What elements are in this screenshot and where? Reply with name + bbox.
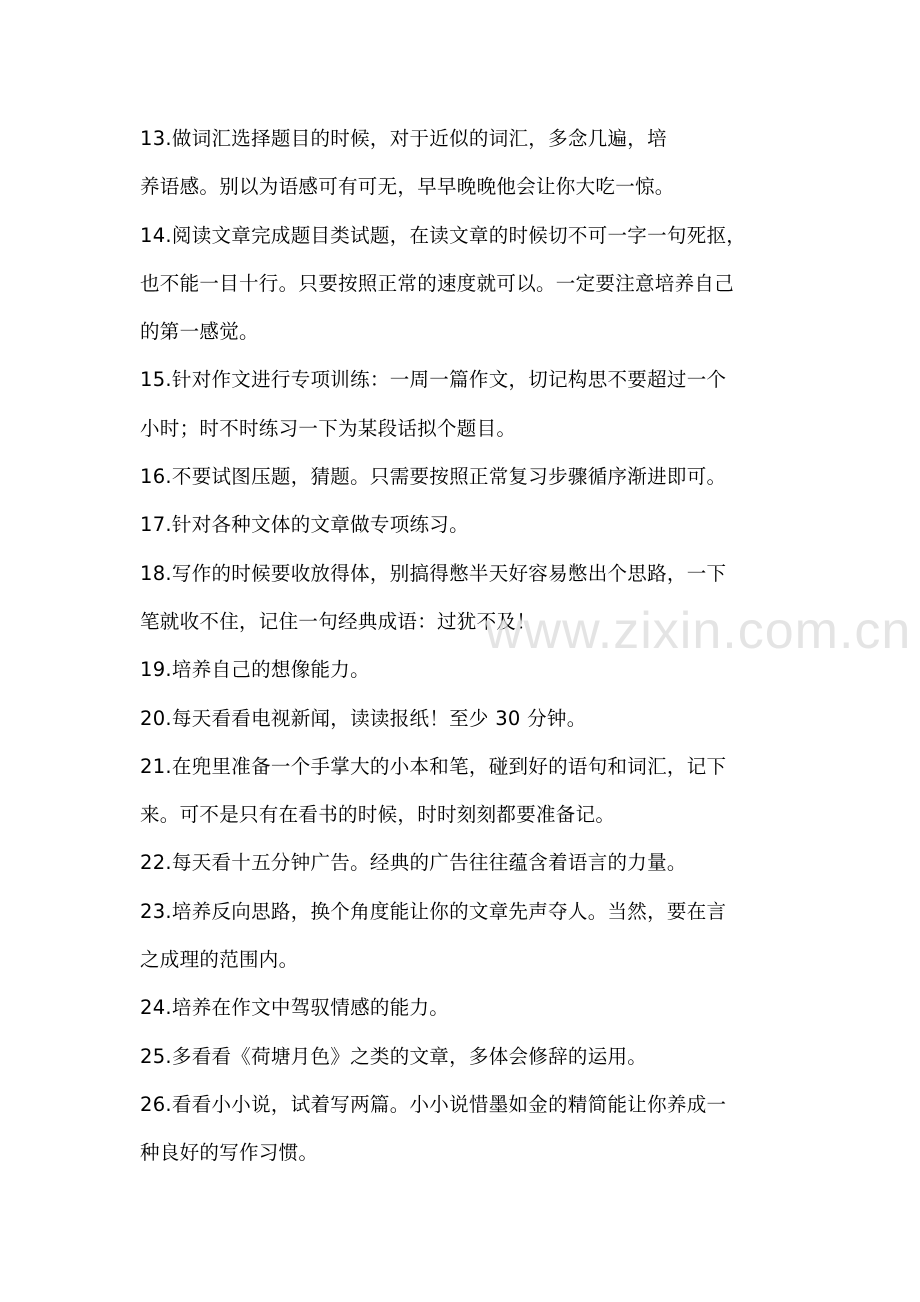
text-line: 22.每天看十五分钟广告。经典的广告往往蕴含着语言的力量。: [140, 851, 687, 875]
text-line: 种良好的写作习惯。: [140, 1141, 319, 1165]
text-line: 也不能一目十行。只要按照正常的速度就可以。一定要注意培养自己: [140, 271, 735, 295]
text-line: 20.每天看看电视新闻，读读报纸！至少 30 分钟。: [140, 706, 587, 730]
text-line: 15.针对作文进行专项训练：一周一篇作文，切记构思不要超过一个: [140, 368, 727, 392]
text-line: 小时；时不时练习一下为某段话拟个题目。: [140, 416, 517, 440]
text-line: 25.多看看《荷塘月色》之类的文章，多体会修辞的运用。: [140, 1044, 648, 1068]
text-line: 17.针对各种文体的文章做专项练习。: [140, 513, 469, 537]
text-line: 23.培养反向思路，换个角度能让你的文章先声夺人。当然，要在言: [140, 899, 727, 923]
text-line: 14.阅读文章完成题目类试题，在读文章的时候切不可一字一句死抠，: [140, 223, 747, 247]
text-line: 19.培养自己的想像能力。: [140, 658, 370, 682]
text-line: 来。可不是只有在看书的时候，时时刻刻都要准备记。: [140, 803, 616, 827]
watermark: www.zixin.com.cn: [485, 602, 912, 660]
text-line: 之成理的范围内。: [140, 948, 299, 972]
document-body: [140, 115, 800, 1178]
text-line: 21.在兜里准备一个手掌大的小本和笔，碰到好的语句和词汇，记下: [140, 754, 727, 778]
text-line: 16.不要试图压题，猜题。只需要按照正常复习步骤循序渐进即可。: [140, 465, 727, 489]
text-line: 26.看看小小说，试着写两篇。小小说惜墨如金的精简能让你养成一: [140, 1092, 727, 1116]
text-line: 养语感。别以为语感可有可无，早早晚晚他会让你大吃一惊。: [140, 175, 675, 199]
text-line: 13.做词汇选择题目的时候，对于近似的词汇，多念几遍，培: [140, 127, 667, 150]
text-line: 18.写作的时候要收放得体，别搞得憋半天好容易憋出个思路，一下: [140, 561, 727, 585]
text-line: 笔就收不住，记住一句经典成语：过犹不及！: [140, 609, 537, 633]
text-line: 的第一感觉。: [140, 320, 259, 344]
text-line: 24.培养在作文中驾驭情感的能力。: [140, 996, 450, 1020]
